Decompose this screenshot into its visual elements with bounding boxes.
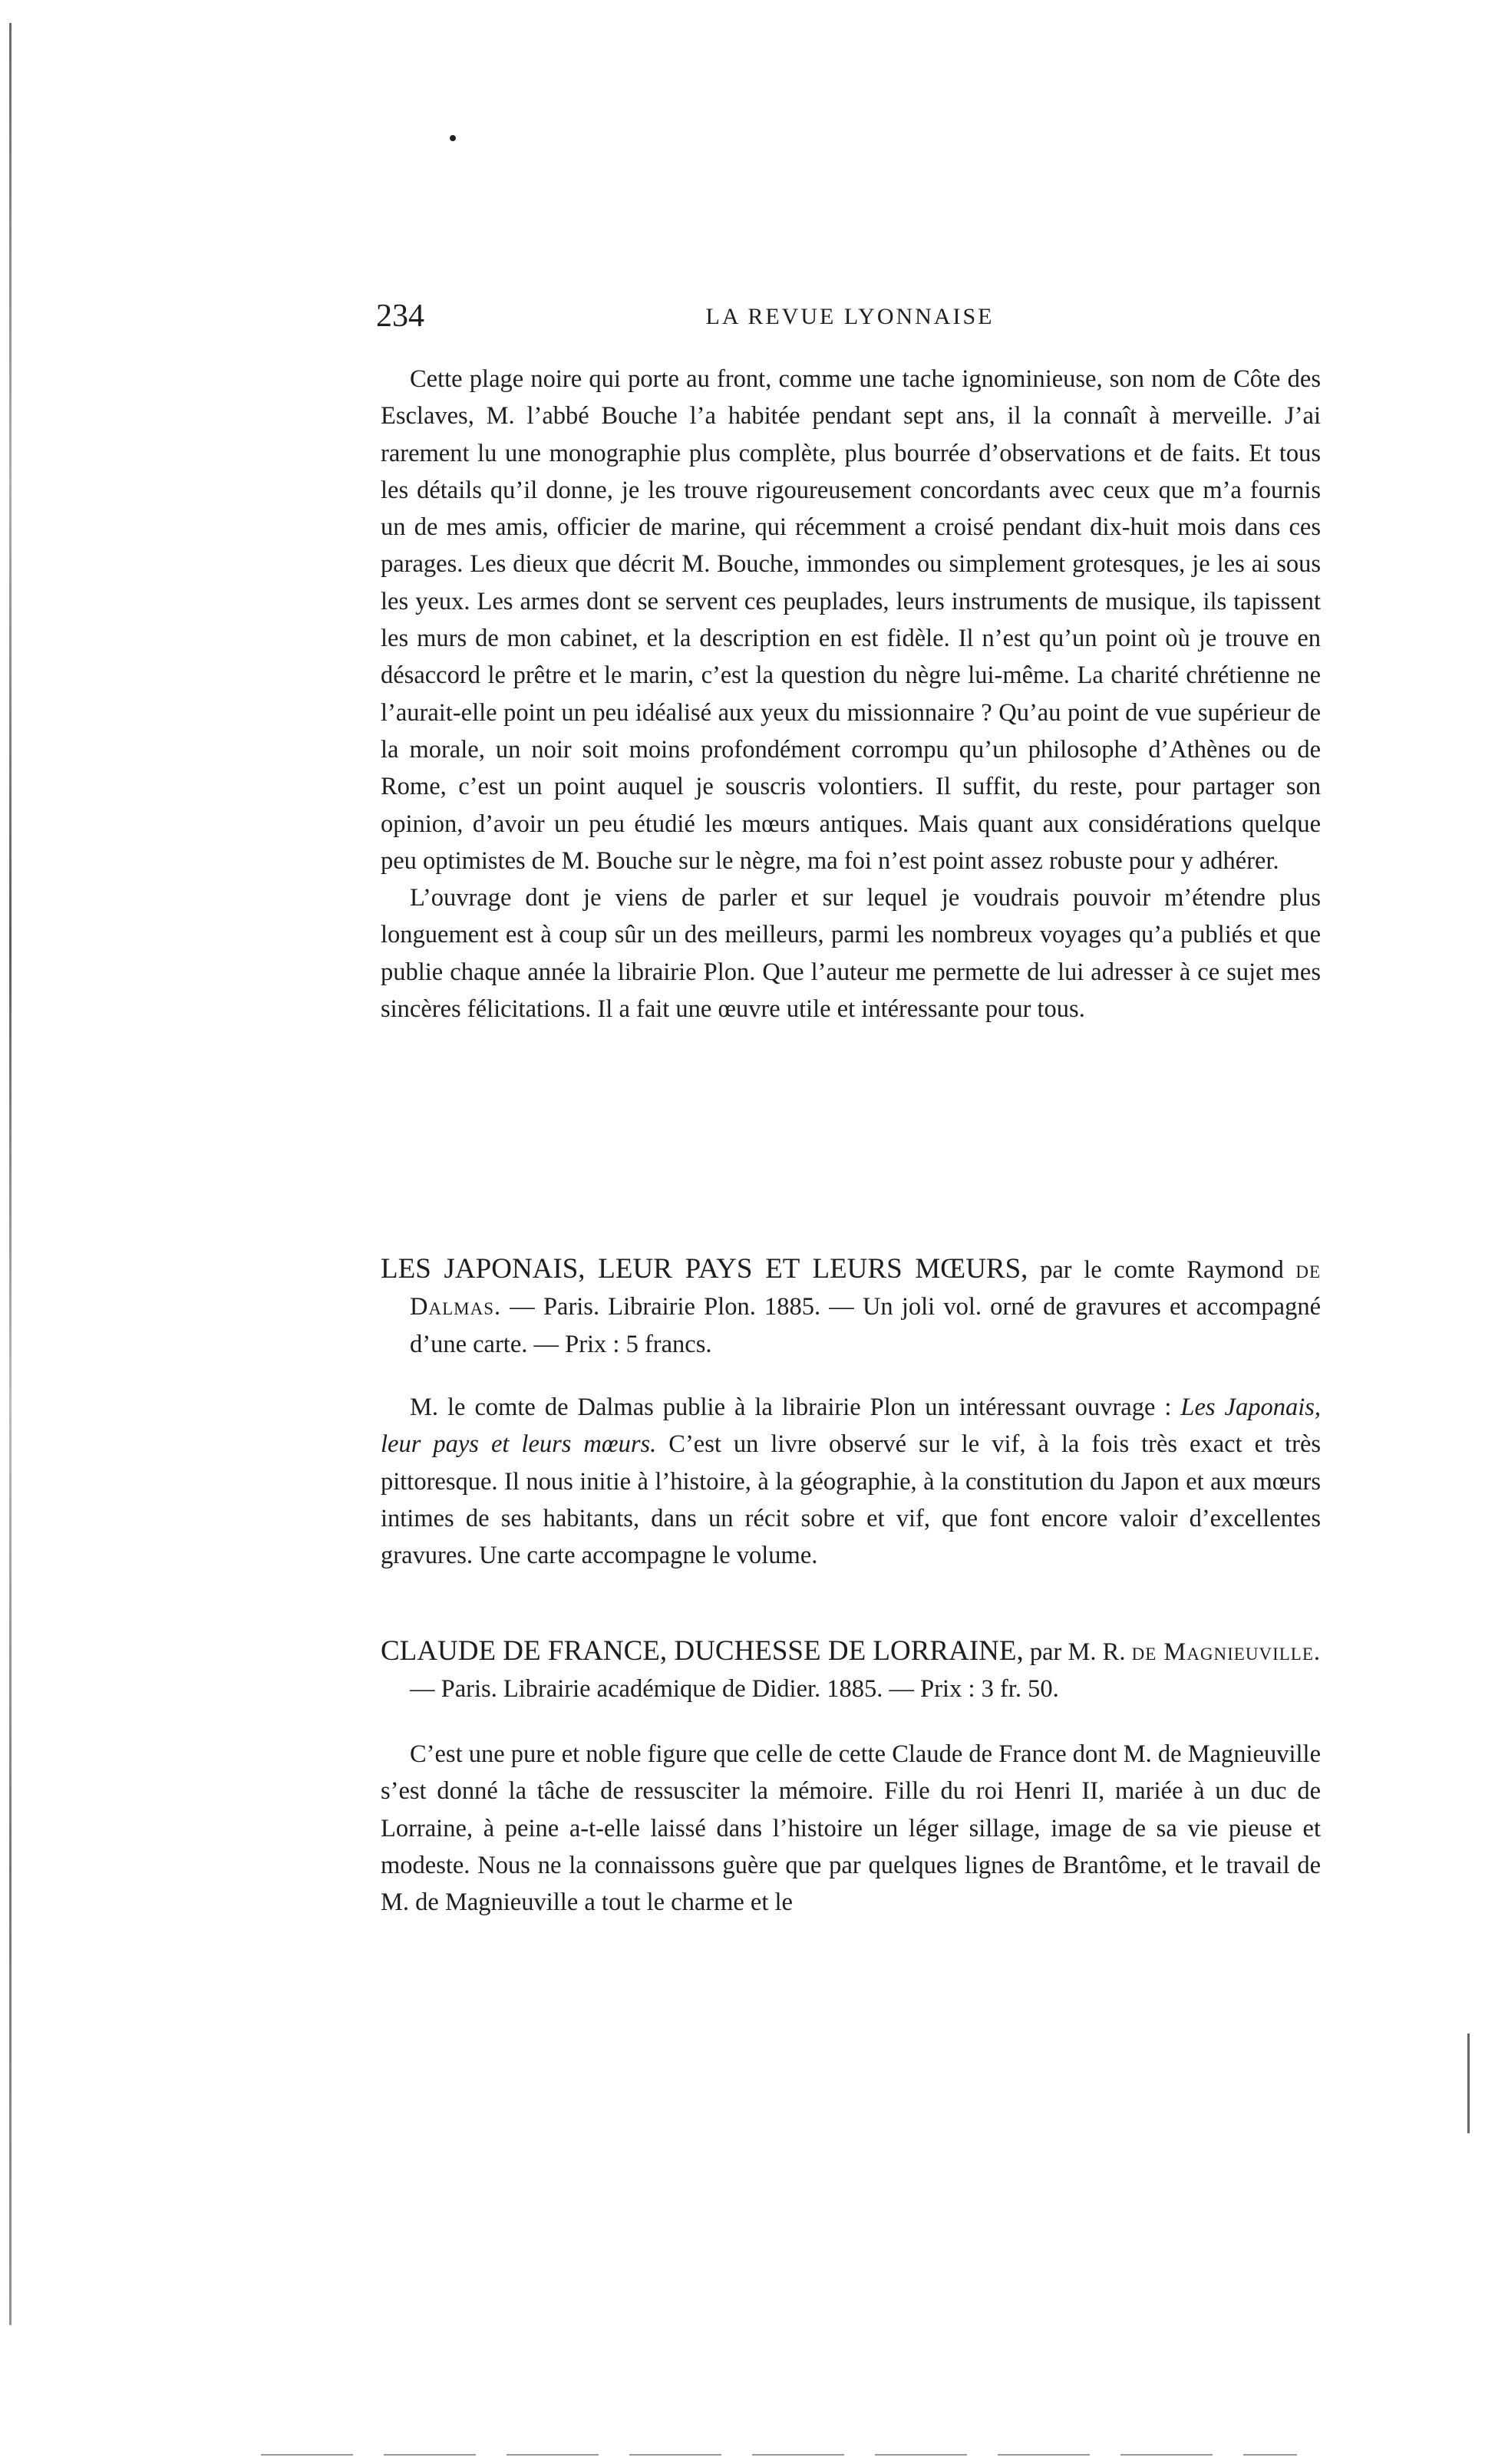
entry-claude-by: par M. R. (1029, 1638, 1126, 1666)
entry-claude-author: de Magnieuville. (1131, 1638, 1322, 1666)
entry-claude-review-text: C’est une pure et noble figure que celle de cette Claude de France dont M. de Magnieuville s’est donné la tâche de ressusciter la mémoire. Fille du roi Henri II, mariée à un duc de Lorraine, à peine a-t-elle laissé dans l’histoire un léger sillage, image de sa vie pieuse et modeste. Nous ne la connaissons guère que par quelques lignes de Brantôme, et le travail de M. de Magnieuville a tout le charme et le (381, 1740, 1321, 1917)
entry-claude-review (381, 1736, 1321, 1921)
entry-japonais-title: LES JAPONAIS, LEUR PAYS ET LEURS MŒURS, (381, 1253, 1028, 1285)
entry-japonais-author: de Dalmas. (410, 1256, 1322, 1321)
scan-bottom-marks (261, 2454, 1297, 2456)
page-number: 234 (376, 299, 424, 334)
entry-claude-title: CLAUDE DE FRANCE, DUCHESSE DE LORRAINE, (381, 1635, 1024, 1667)
entry-japonais-review-start: M. le comte de Dalmas publie à la librairie Plon un intéressant ouvrage : (410, 1394, 1172, 1421)
entry-japonais-citation (381, 1251, 1321, 1363)
entry-japonais-review-rest: C’est un livre observé sur le vif, à la fois très exact et très pittoresque. Il nous initie à l’histoire, à la géographie, à la constitution du Japon et aux mœurs intimes de ses habitants, dans un récit sobre et vif, que font encore valoir d’excellentes gravures. Une carte accompagne le volume. (381, 1430, 1322, 1570)
review-bouche (381, 361, 1321, 1027)
review-bouche-paragraph-1: Cette plage noire qui porte au front, comme une tache ignominieuse, son nom de Côte des Esclaves, M. l’abbé Bouche l’a habitée pendant sept ans, il la connaît à merveille. J’ai rarement lu une monographie plus complète, plus bourrée d’observations et de faits. Et tous les détails qu’il donne, je les trouve rigoureusement concordants avec ceux que m’a fournis un de mes amis, officier de marine, qui récemment a croisé pendant dix-huit mois dans ces parages. Les dieux que décrit M. Bouche, immondes ou simplement grotesques, je les ai sous les yeux. Les armes dont se servent ces peuplades, leurs instruments de musique, ils tapissent les murs de mon cabinet, et la description en est fidèle. Il n’est qu’un point où je trouve en désaccord le prêtre et le marin, c’est la question du nègre lui-même. La charité chrétienne ne l’aurait-elle point un peu idéalisé aux yeux du missionnaire ? Qu’au point de vue supérieur de la morale, un noir soit moins profondément corrompu qu’un philosophe d’Athènes ou de Rome, c’est un point auquel je souscris volontiers. Il suffit, du reste, pour partager son opinion, d’avoir un peu étudié les mœurs antiques. Mais quant aux considérations quelque peu optimistes de M. Bouche sur le nègre, ma foi n’est point assez robuste pour y adhérer. (381, 365, 1321, 875)
review-bouche-paragraph-2: L’ouvrage dont je viens de parler et sur lequel je voudrais pouvoir m’étendre plus longuement est à coup sûr un des meilleurs, parmi les nombreux voyages qu’a publiés et que publie chaque année la librairie Plon. Que l’auteur me permette de lui adresser à ce sujet mes sincères félicitations. Il a fait une œuvre utile et intéressante pour tous. (381, 884, 1321, 1024)
entry-japonais-review (381, 1389, 1321, 1574)
entry-japonais-review-title: Les Japonais, leur pays et leurs mœurs. (381, 1394, 1321, 1459)
scan-right-mark (1467, 2034, 1470, 2133)
entry-claude-publication: — Paris. Librairie académique de Didier. 1885. — Prix : 3 fr. 50. (410, 1675, 1059, 1704)
scan-left-edge (9, 23, 12, 2325)
entry-japonais-by: par le comte Raymond (1040, 1256, 1284, 1284)
ink-speck (450, 135, 456, 141)
entry-claude-citation (381, 1633, 1321, 1708)
page-header (376, 298, 1324, 341)
entry-japonais-publication: — Paris. Librairie Plon. 1885. — Un joli vol. orné de gravures et accompagné d’une carte. — Prix : 5 francs. (410, 1293, 1321, 1358)
running-title: LA REVUE LYONNAISE (705, 304, 995, 329)
